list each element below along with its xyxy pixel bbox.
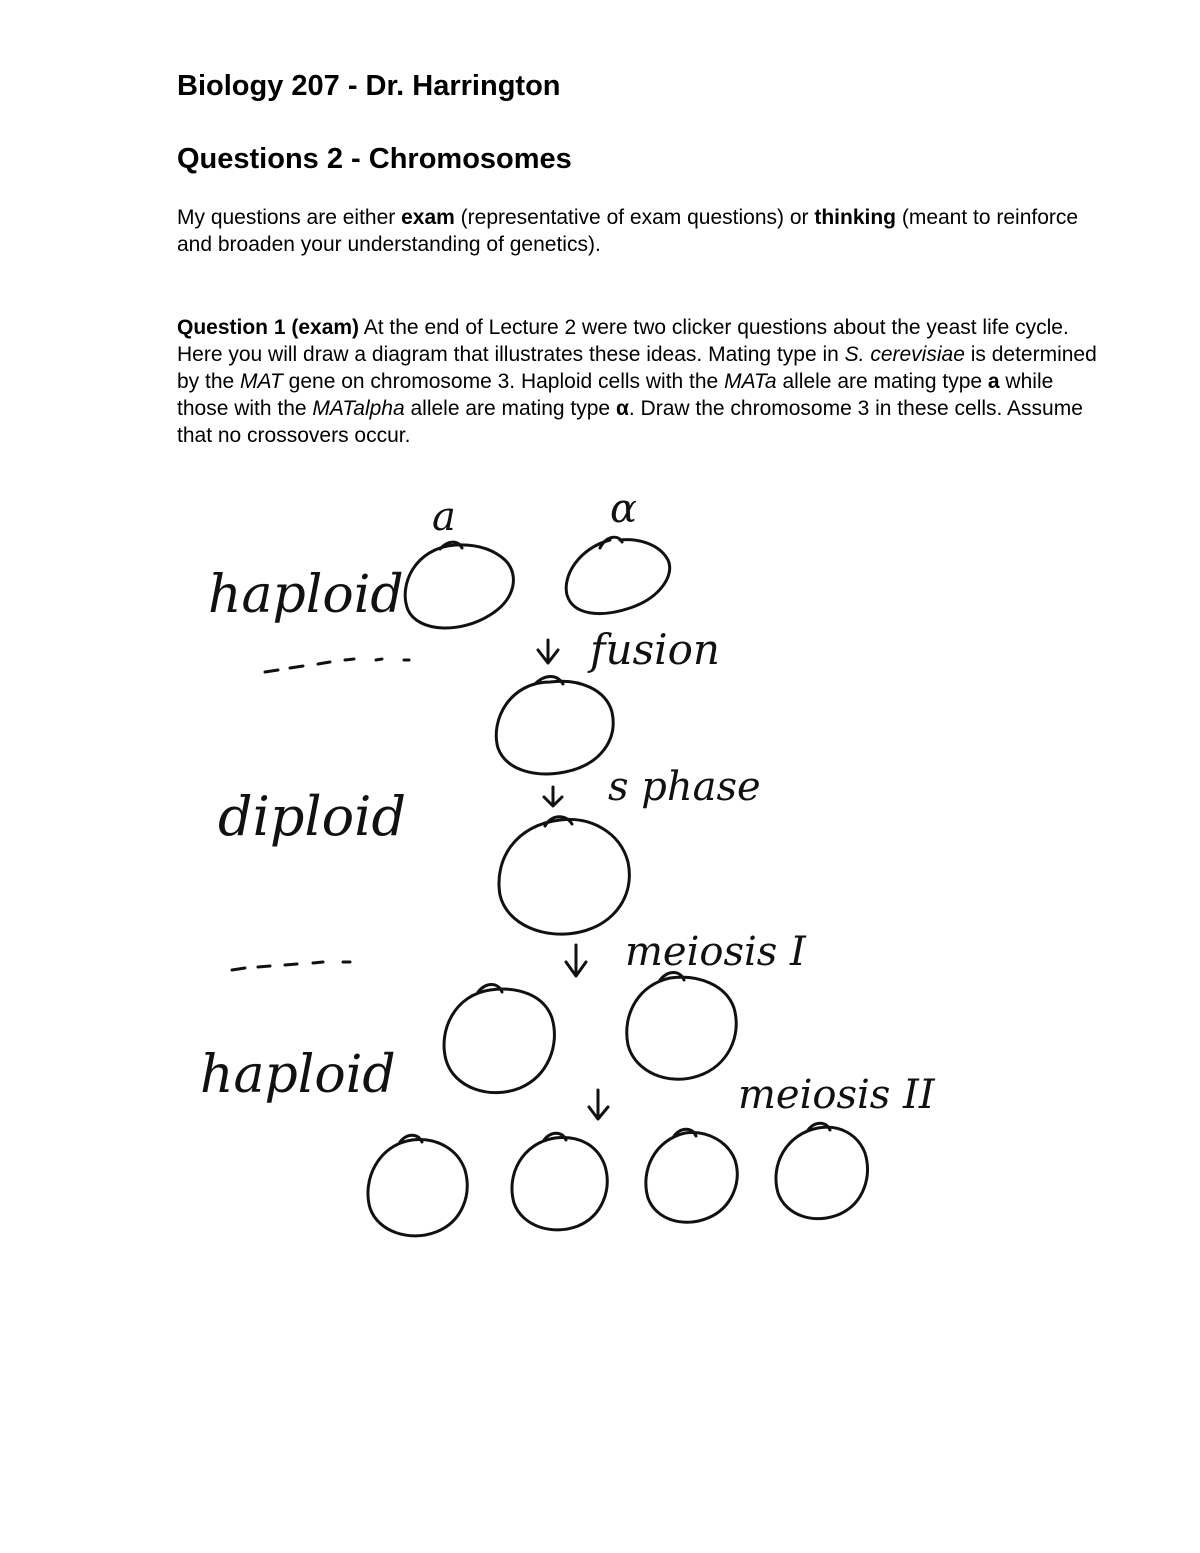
arrow-fusion [538, 640, 558, 663]
q1-text-3: gene on chromosome 3. Haploid cells with the [282, 370, 725, 393]
spore-4 [776, 1127, 867, 1218]
label-stage-haploid-bottom: haploid [200, 1045, 396, 1105]
cell-meiosis-1-left [444, 989, 554, 1093]
q1-italic-mat: MAT [240, 370, 283, 393]
question-1-paragraph [177, 314, 1107, 449]
q1-text-1: At the end of Lecture 2 were two clicker questions about the yeast life cycle. Here you will draw a diagram that illustrates these ideas. Mating type in [177, 316, 1069, 366]
label-stage-diploid: diploid [218, 785, 407, 848]
question-1-label: Question 1 (exam) [177, 316, 360, 339]
label-step-fusion: fusion [590, 625, 720, 674]
q1-text-4: allele are mating type [776, 370, 988, 393]
intro-paragraph [177, 204, 1107, 258]
q1-text-2: is determined by the [177, 343, 1097, 393]
q1-italic-mata: MATa [724, 370, 777, 393]
spore-2 [512, 1138, 607, 1230]
arrow-s-phase [544, 787, 562, 806]
cell-alpha-notch [600, 537, 622, 548]
q1-text-5: while those with the [177, 370, 1054, 420]
label-mating-type-alpha: α [610, 486, 638, 532]
label-step-meiosis-2: meiosis II [738, 1072, 935, 1118]
label-mating-type-a: a [432, 494, 456, 540]
label-step-meiosis-1: meiosis I [625, 929, 806, 975]
cell-meiosis-1-right [627, 977, 736, 1079]
spore-3 [646, 1133, 737, 1223]
cell-a [405, 545, 513, 628]
intro-text-1: My questions are either [177, 206, 402, 229]
label-stage-haploid-top: haploid [208, 565, 404, 625]
separator-dashes-top [265, 659, 409, 672]
arrow-meiosis-1 [566, 945, 586, 976]
q1-italic-matalpha: MATalpha [312, 397, 405, 420]
cell-diploid-1 [496, 681, 613, 774]
life-cycle-diagram [170, 470, 1000, 1270]
arrow-meiosis-2 [589, 1090, 608, 1119]
intro-bold-thinking: thinking [814, 206, 896, 229]
cell-diploid-2 [499, 819, 629, 934]
label-step-s-phase: s phase [608, 764, 761, 810]
intro-text-2: (representative of exam questions) or [454, 206, 815, 229]
document-title: Biology 207 - Dr. Harrington [177, 70, 561, 102]
spore-1 [368, 1140, 467, 1236]
q1-italic-species: S. cerevisiae [844, 343, 965, 366]
document-subtitle: Questions 2 - Chromosomes [177, 143, 572, 175]
separator-dashes-bottom [232, 962, 350, 970]
q1-bold-a: a [987, 370, 1000, 393]
q1-text-7: . Draw the chromosome 3 in these cells. Assume that no crossovers occur. [177, 397, 1083, 447]
cell-alpha [566, 540, 670, 614]
intro-text-3: (meant to reinforce and broaden your understanding of genetics). [177, 206, 1079, 256]
q1-text-6: allele are mating type [404, 397, 616, 420]
intro-bold-exam: exam [401, 206, 455, 229]
q1-bold-alpha: α [615, 397, 629, 420]
